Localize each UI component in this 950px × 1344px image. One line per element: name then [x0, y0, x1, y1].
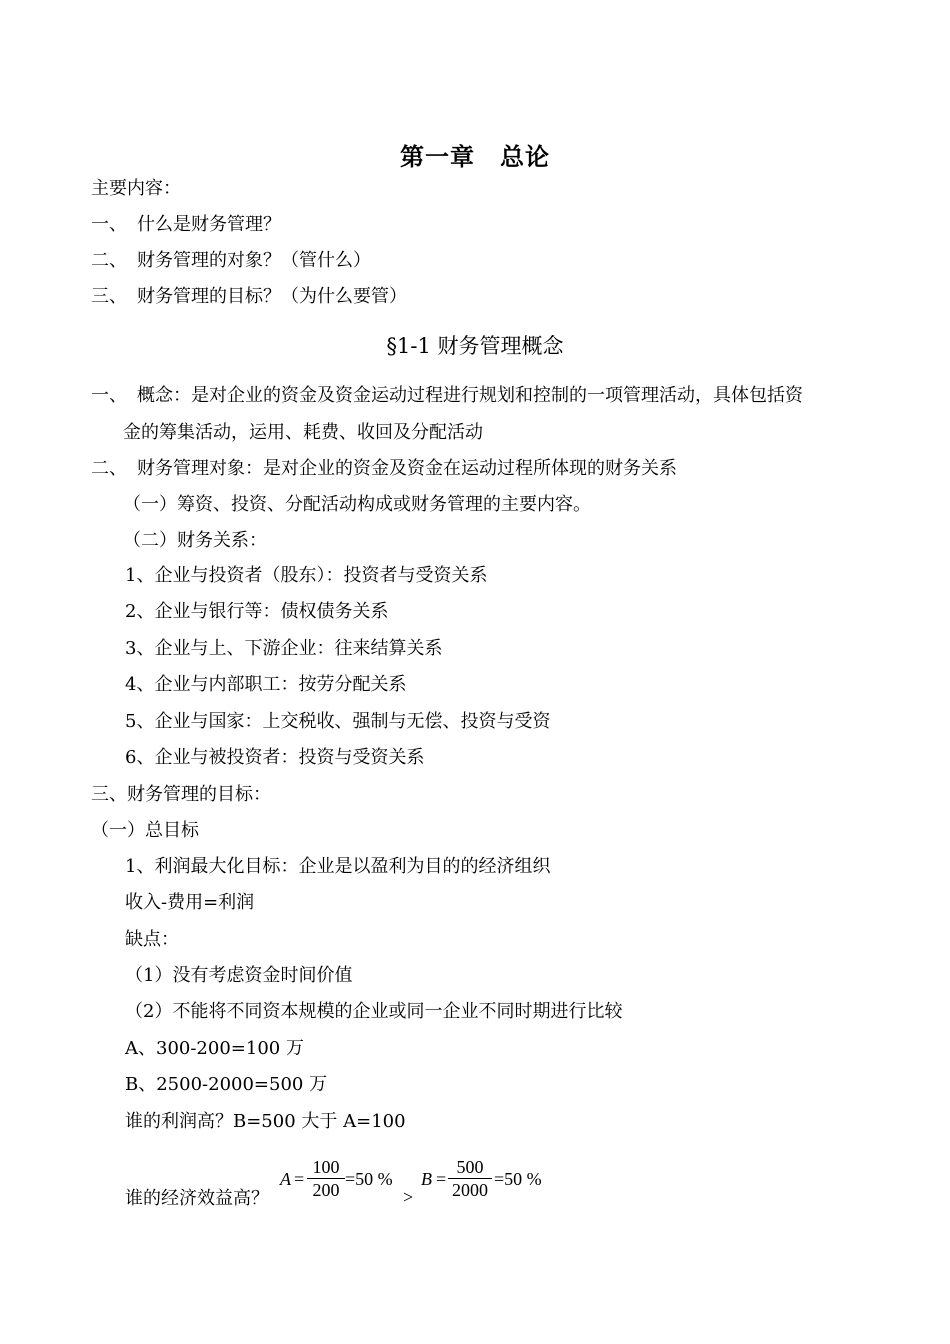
section-title: §1-1 财务管理概念 — [386, 334, 564, 358]
goal-equation: 收入-费用=利润 — [125, 892, 255, 913]
goal-profit: 1、利润最大化目标：企业是以盈利为目的的经济组织 — [125, 856, 551, 877]
question-profit: 谁的利润高？B=500 大于 A=100 — [125, 1111, 406, 1132]
relation-item: 5、企业与国家：上交税收、强制与无偿、投资与受资 — [125, 711, 551, 732]
object-sub: （一）筹资、投资、分配活动构成或财务管理的主要内容。 — [123, 494, 591, 515]
formula-b-fraction — [448, 1156, 492, 1201]
efficiency-formula — [0, 1156, 950, 1216]
formula-b-numerator: 500 — [456, 1157, 484, 1177]
intro-item-text: 财务管理的对象？（管什么） — [137, 250, 371, 271]
relation-item: 2、企业与银行等：债权债务关系 — [125, 601, 389, 622]
formula-a-denominator: 200 — [312, 1180, 340, 1200]
formula-a-numerator: 100 — [312, 1157, 340, 1177]
object-num: 二、 — [91, 458, 127, 479]
formula-a-result: =50 % — [345, 1169, 393, 1189]
intro-item-text: 什么是财务管理？ — [137, 214, 281, 235]
object-sub: （二）财务关系： — [123, 530, 267, 551]
formula-b-eq: = — [436, 1169, 447, 1189]
relation-item: 6、企业与被投资者：投资与受资关系 — [125, 747, 425, 768]
chapter-title: 第一章 总论 — [400, 142, 550, 171]
intro-heading: 主要内容： — [91, 178, 181, 199]
defects-label: 缺点： — [125, 929, 179, 950]
formula-a-eq: = — [294, 1169, 305, 1189]
formula-b-result: =50 % — [494, 1169, 542, 1189]
concept-line: 概念：是对企业的资金及资金运动过程进行规划和控制的一项管理活动，具体包括资 — [137, 385, 803, 406]
relation-item: 3、企业与上、下游企业：往来结算关系 — [125, 638, 443, 659]
example-b: B、2500-2000=500 万 — [125, 1074, 328, 1095]
goal-sub: （一）总目标 — [91, 820, 199, 841]
relation-item: 1、企业与投资者（股东）：投资者与受资关系 — [125, 565, 488, 586]
object-text: 财务管理对象：是对企业的资金及资金在运动过程所体现的财务关系 — [137, 458, 677, 479]
question-efficiency: 谁的经济效益高？ — [125, 1188, 269, 1209]
formula-a-var: A — [280, 1169, 291, 1189]
relation-item: 4、企业与内部职工：按劳分配关系 — [125, 674, 407, 695]
defect-item: （2）不能将不同资本规模的企业或同一企业不同时期进行比较 — [125, 1001, 623, 1022]
concept-line: 金的筹集活动，运用、耗费、收回及分配活动 — [123, 422, 483, 443]
formula-b-var: B — [421, 1169, 432, 1189]
defect-item: （1）没有考虑资金时间价值 — [125, 965, 353, 986]
example-a: A、300-200=100 万 — [125, 1038, 304, 1059]
concept-num: 一、 — [91, 385, 127, 406]
formula-compare: > — [403, 1187, 414, 1207]
formula-a-fraction — [307, 1156, 345, 1201]
intro-item-text: 财务管理的目标？（为什么要管） — [137, 286, 407, 307]
goal-heading: 三、财务管理的目标： — [91, 784, 271, 805]
intro-item-num: 一、 — [91, 214, 127, 235]
formula-b-denominator: 2000 — [452, 1180, 488, 1200]
intro-item-num: 二、 — [91, 250, 127, 271]
intro-item-num: 三、 — [91, 286, 127, 307]
